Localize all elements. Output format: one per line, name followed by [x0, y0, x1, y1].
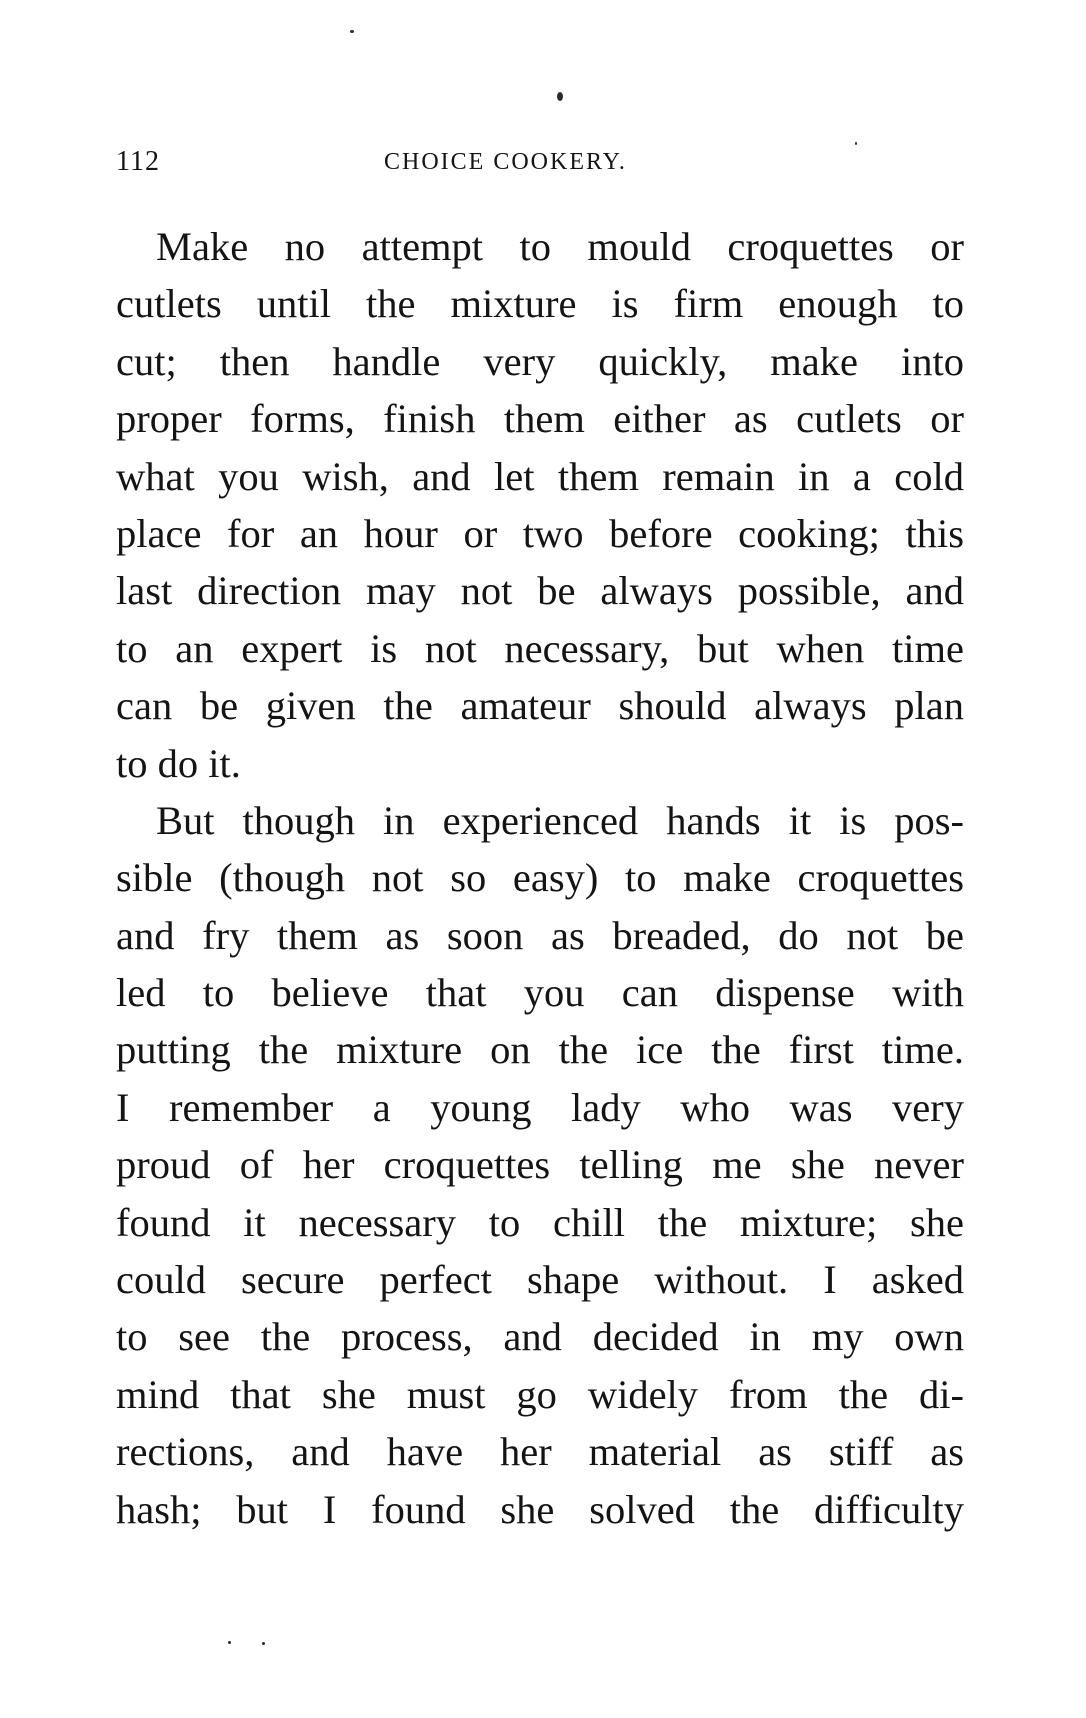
page-body — [116, 218, 964, 1538]
paragraph — [116, 218, 964, 792]
text-line: But though in experienced hands it is pos- — [156, 797, 964, 843]
text-line: found it necessary to chill the mixture; she — [116, 1199, 964, 1245]
text-line: last direction may not be always possible, and — [116, 568, 964, 614]
text-line: I remember a young lady who was very — [116, 1084, 964, 1130]
text-line: proper forms, finish them either as cutlets or — [116, 396, 964, 442]
text-line: putting the mixture on the ice the first time. — [116, 1027, 964, 1073]
text-line: can be given the amateur should always plan — [116, 683, 964, 729]
running-head: CHOICE COOKERY. — [384, 149, 627, 175]
page-number: 112 — [116, 146, 160, 177]
text-line: led to believe that you can dispense with — [116, 970, 964, 1016]
print-speck — [262, 1642, 265, 1645]
text-line: cutlets until the mixture is firm enough to — [116, 281, 964, 327]
text-line: hash; but I found she solved the difficulty — [116, 1486, 964, 1532]
text-line: sible (though not so easy) to make croquettes — [116, 855, 964, 901]
print-speck — [350, 30, 354, 33]
print-speck — [557, 92, 563, 101]
text-line: rections, and have her material as stiff as — [116, 1429, 964, 1475]
text-line: to an expert is not necessary, but when time — [116, 625, 964, 671]
text-line: Make no attempt to mould croquettes or — [156, 224, 964, 269]
text-line: mind that she must go widely from the di- — [116, 1371, 964, 1417]
text-line: to do it. — [116, 740, 241, 786]
running-header — [116, 146, 956, 186]
text-line: place for an hour or two before cooking; this — [116, 510, 964, 556]
text-line: proud of her croquettes telling me she never — [116, 1142, 964, 1188]
text-line: what you wish, and let them remain in a cold — [116, 453, 964, 499]
text-line: to see the process, and decided in my own — [116, 1314, 964, 1360]
text-line: cut; then handle very quickly, make into — [116, 338, 964, 384]
print-speck — [228, 1641, 231, 1644]
print-speck — [855, 142, 857, 145]
paragraph — [116, 792, 964, 1538]
text-line: could secure perfect shape without. I asked — [116, 1257, 964, 1303]
text-line: and fry them as soon as breaded, do not be — [116, 912, 964, 958]
